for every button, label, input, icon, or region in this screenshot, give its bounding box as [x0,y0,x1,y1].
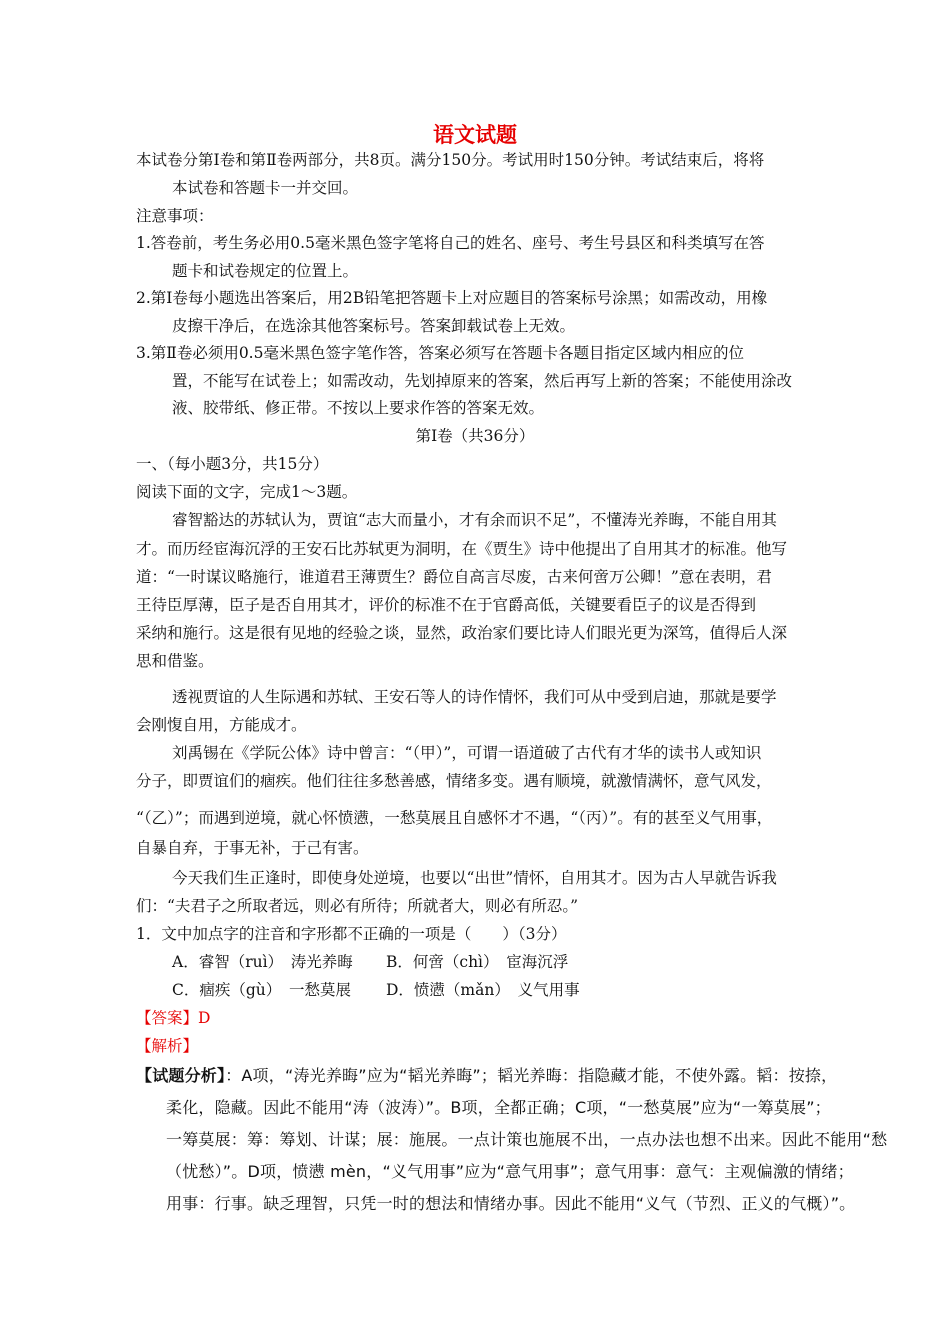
option-c: C．痼疾（gù） 一愁莫展 [172,981,352,999]
option-d: D．愤懑（mǎn） 义气用事 [386,981,580,999]
question-1: 1．文中加点字的注音和字形都不正确的一项是（ ）（3分） [136,925,567,943]
passage-line: 刘禹锡在《学阮公体》诗中曾言：“（甲）”，可谓一语道破了古代有才华的读书人或知识 [172,744,762,762]
header-line-2: 本试卷和答题卡一并交回。 [172,179,359,197]
analysis-line [136,1066,837,1086]
analysis-heading: 【试题分析】 [136,1066,226,1085]
passage-line: 王待臣厚薄，臣子是否自用其才，评价的标准不在于官爵高低，关键要看臣子的议是否得到 [136,596,757,614]
analysis-line: 一筹莫展：筹：筹划、计谋；展：施展。一点计策也施展不出，一点办法也想不出来。因此不能用“愁 [166,1130,888,1149]
section-title: 第Ⅰ卷（共36分） [415,427,535,445]
option-b: B．何啻（chì） 宦海沉浮 [386,953,569,971]
passage-line: 会刚愎自用，方能成才。 [136,716,307,734]
passage-line: 睿智豁达的苏轼认为，贾谊“志大而量小，才有余而识不足”，不懂涛光养晦，不能自用其 [172,511,777,529]
analysis-line: 用事：行事。缺乏理智，只凭一时的想法和情绪办事。因此不能用“义气（节烈、正义的气概）”。 [166,1194,856,1213]
page-title: 语文试题 [433,122,517,147]
analysis-text: ：A项，“涛光养晦”应为“韬光养晦”；韬光养晦：指隐藏才能，不使外露。韬：按捺， [225,1066,838,1085]
reading-instruction: 阅读下面的文字，完成1～3题。 [136,483,358,501]
passage-line: “（乙）”；而遇到逆境，就心怀愤懑，一愁莫展且自感怀才不遇，“（丙）”。有的甚至义气用事， [136,809,773,827]
part-heading: 一、（每小题3分，共15分） [136,455,329,473]
passage-line: 今天我们生正逢时，即使身处逆境，也要以“出世”情怀，自用其才。因为古人早就告诉我 [172,869,777,887]
passage-line: 透视贾谊的人生际遇和苏轼、王安石等人的诗作情怀，我们可从中受到启迪，那就是要学 [172,688,777,706]
analysis-label: 【解析】 [136,1037,199,1055]
passage-line: 才。而历经宦海沉浮的王安石比苏轼更为洞明，在《贾生》诗中他提出了自用其才的标准。他写 [136,540,788,558]
notice-line: 题卡和试卷规定的位置上。 [172,262,359,280]
notice-line: 液、胶带纸、修正带。不按以上要求作答的答案无效。 [172,399,545,417]
analysis-line: （忧愁）”。D项，愤懑 mèn，“义气用事”应为“意气用事”；意气用事：意气：主观偏激的情绪； [166,1162,854,1181]
passage-line: 思和借鉴。 [136,652,214,670]
answer-label: 【答案】D [136,1009,211,1027]
notice-title: 注意事项： [136,207,214,225]
notice-line: 皮擦干净后，在选涂其他答案标号。答案卸载试卷上无效。 [172,317,576,335]
passage-line: 采纳和施行。这是很有见地的经验之谈，显然，政治家们要比诗人们眼光更为深笃，值得后人深 [136,624,788,642]
notice-line: 置，不能写在试卷上；如需改动，先划掉原来的答案，然后再写上新的答案；不能使用涂改 [172,372,793,390]
passage-line: 自暴自弃，于事无补，于己有害。 [136,839,369,857]
header-line-1: 本试卷分第Ⅰ卷和第Ⅱ卷两部分，共8页。满分150分。考试用时150分钟。考试结束后，将将 [136,151,765,169]
passage-line: 分子，即贾谊们的痼疾。他们往往多愁善感，情绪多变。遇有顺境，就激情满怀，意气风发， [136,772,772,790]
passage-line: 们：“夫君子之所取者远，则必有所待；所就者大，则必有所忍。” [136,897,579,915]
notice-line: 1.答卷前，考生务必用0.5毫米黑色签字笔将自己的姓名、座号、考生号县区和科类填写在答 [136,234,765,252]
notice-line: 2.第Ⅰ卷每小题选出答案后，用2B铅笔把答题卡上对应题目的答案标号涂黑；如需改动，用橡 [136,289,768,307]
passage-line: 道：“一时谋议略施行，谁道君王薄贾生？爵位自高言尽废，古来何啻万公卿！”意在表明，君 [136,568,772,586]
option-a: A．睿智（ruì） 涛光养晦 [172,953,353,971]
notice-line: 3.第Ⅱ卷必须用0.5毫米黑色签字笔作答，答案必须写在答题卡各题目指定区域内相应的位 [136,344,744,362]
analysis-line: 柔化，隐藏。因此不能用“涛（波涛）”。B项，全都正确；C项，“一愁莫展”应为“一筹莫展”； [166,1098,831,1117]
